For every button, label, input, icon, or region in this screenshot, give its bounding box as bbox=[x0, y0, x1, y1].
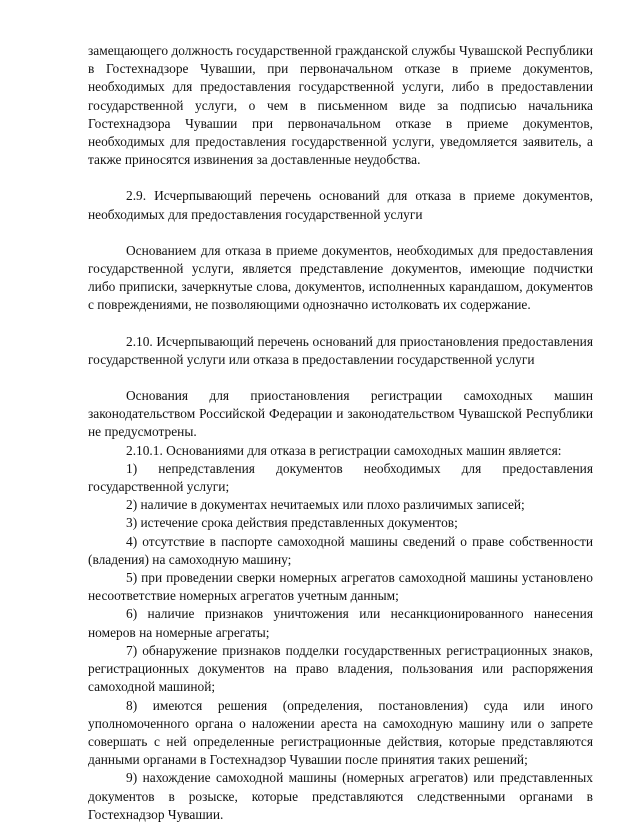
spacer bbox=[88, 369, 593, 387]
section-2-9-text: Основанием для отказа в приеме документов, необходимых для предоставления государственной услуги, является представление документов, имеющие подчистки либо приписки, зачеркнутые слова, документов, исполненных карандашом, документов с повреждениями, не позволяющими однозначно истолковать их содержание. bbox=[88, 242, 593, 313]
list-item: 8) имеются решения (определения, постановления) суда или иного уполномоченного органа о наложении ареста на самоходную машину или о запрете совершать с ней определенные регистрационные действия, которые представляются данными органами в Гостехнадзор Чувашии после принятия таких решений; bbox=[88, 697, 593, 768]
list-item: 7) обнаружение признаков подделки государственных регистрационных знаков, регистрационных документов на право владения, пользования или распоряжения самоходной машиной; bbox=[88, 642, 593, 695]
section-2-10-text: Основания для приостановления регистрации самоходных машин законодательством Российской Федерации и законодательством Чувашской Республики не предусмотрены. bbox=[88, 388, 593, 440]
section-2-10-1-intro: 2.10.1. Основаниями для отказа в регистрации самоходных машин является: bbox=[126, 442, 562, 458]
spacer bbox=[88, 315, 593, 333]
list-item: 5) при проведении сверки номерных агрегатов самоходной машины установлено несоответствие номерных агрегатов учетным данным; bbox=[88, 570, 593, 604]
section-2-10-heading: 2.10. Исчерпывающий перечень оснований для приостановления предоставления государственной услуги или отказа в предоставлении государственной услуги bbox=[88, 333, 593, 367]
list-item: 2) наличие в документах нечитаемых или плохо различимых записей; bbox=[126, 497, 525, 513]
list-item: 4) отсутствие в паспорте самоходной машины сведений о праве собственности (владения) на самоходную машину; bbox=[88, 533, 593, 567]
spacer bbox=[88, 224, 593, 242]
list-item: 1) непредставления документов необходимых для предоставления государственной услуги; bbox=[88, 460, 593, 495]
list-item: 3) истечение срока действия представленных документов; bbox=[126, 515, 458, 531]
spacer bbox=[88, 169, 593, 187]
list-item: 9) нахождение самоходной машины (номерных агрегатов) или представленных документов в розыске, которые представляются следственными органами в Гостехнадзор Чувашии. bbox=[88, 770, 593, 822]
intro-paragraph: замещающего должность государственной гражданской службы Чувашской Республики в Гостехнадзоре Чувашии, при первоначальном отказе в приеме документов, необходимых для предоставления государственной услуги, либо в предоставлении государственной услуги, о чем в письменном виде за подписью начальника Гостехнадзора Чувашии при первоначальном отказе в приеме документов, необходимых для предоставления государственной услуги, уведомляется заявитель, а также приносятся извинения за доставленные неудобства. bbox=[88, 43, 593, 168]
document-page bbox=[88, 42, 593, 824]
section-2-9-heading: 2.9. Исчерпывающий перечень оснований для отказа в приеме документов, необходимых для предоставления государственной услуги bbox=[88, 188, 593, 222]
list-item: 6) наличие признаков уничтожения или несанкционированного нанесения номеров на номерные агрегаты; bbox=[88, 606, 593, 640]
